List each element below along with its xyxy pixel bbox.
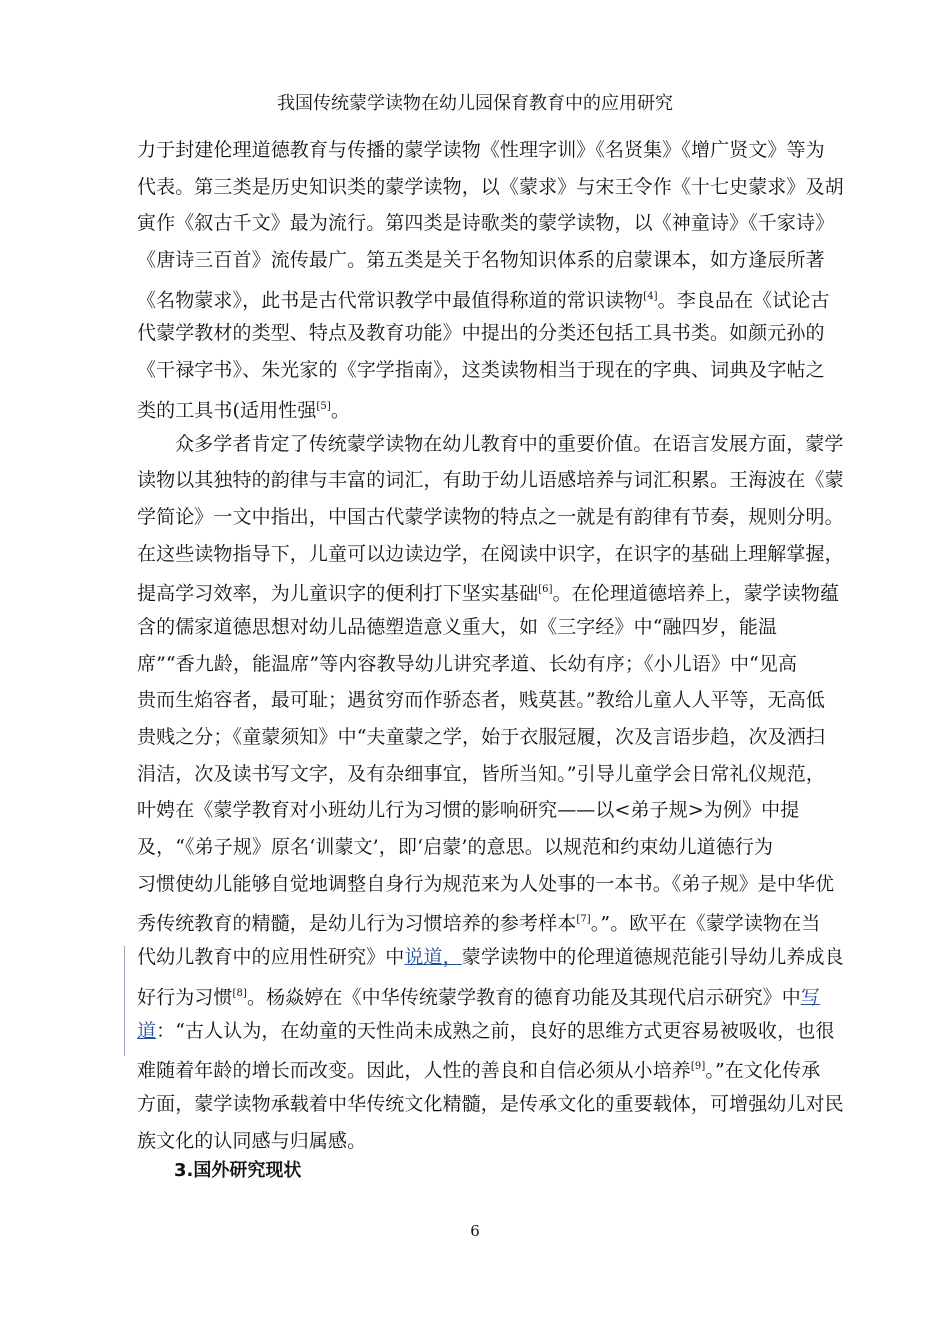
running-header: 我国传统蒙学读物在幼儿园保育教育中的应用研究 <box>277 93 673 114</box>
line-text: 贵而生焰容者，最可耻；遇贫穷而作骄态者，贱莫甚。”教给儿童人人平等，无高低 <box>137 689 825 712</box>
text-line <box>137 205 847 242</box>
line-text-tail: 。”在文化传承 <box>705 1059 821 1082</box>
text-line <box>137 682 847 719</box>
line-text: 《干禄字书》、朱光家的《字学指南》，这类读物相当于现在的字典、词典及字帖之 <box>137 359 825 382</box>
line-text: 及，“《弟子规》原名‘训蒙文’，即‘启蒙’的意思。以规范和约束幼儿道德行为 <box>137 836 774 859</box>
line-text: 在这些读物指导下，儿童可以边读边学，在阅读中识字，在识字的基础上理解掌握， <box>137 542 844 565</box>
line-text-tail: 。”。欧平在《蒙学读物在当 <box>590 912 821 935</box>
line-text: 代幼儿教育中的应用性研究》中 <box>137 946 405 969</box>
citation-marker: [5] <box>316 400 331 412</box>
section-heading: 3.国外研究现状 <box>174 1160 302 1181</box>
line-text: 席”“香九龄，能温席”等内容教导幼儿讲究孝道、长幼有序；《小儿语》中“见高 <box>137 652 798 675</box>
text-line <box>137 426 847 463</box>
line-text: 众多学者肯定了传统蒙学读物在幼儿教育中的重要价值。在语言发展方面，蒙学 <box>175 432 844 455</box>
text-line <box>137 1123 847 1160</box>
text-line <box>137 939 847 976</box>
line-text: 含的儒家道德思想对幼儿品德塑造意义重大，如《三字经》中“融四岁，能温 <box>137 615 778 638</box>
line-text: 提高学习效率，为儿童识字的便利打下坚实基础 <box>137 582 539 605</box>
revision-bar <box>124 946 125 1056</box>
line-text: 族文化的认同感与归属感。 <box>137 1129 367 1152</box>
text-line <box>137 756 847 793</box>
line-text: 难随着年龄的增长而改变。因此，人性的善良和自信必须从小培养 <box>137 1059 691 1082</box>
text-line <box>137 169 847 206</box>
citation-marker: [7] <box>576 914 591 926</box>
text-line <box>137 646 847 683</box>
line-text: 类的工具书(适用性强 <box>137 399 317 422</box>
line-text: 贵贱之分；《童蒙须知》中“夫童蒙之学，始于衣服冠履，次及言语步趋，次及洒扫 <box>137 726 825 748</box>
citation-marker: [6] <box>538 584 553 596</box>
line-text: 叶娉在《蒙学教育对小班幼儿行为习惯的影响研究——以<弟子规>为例》中提 <box>137 799 800 822</box>
text-line <box>137 572 847 609</box>
text-line <box>137 1013 847 1050</box>
text-line <box>137 829 847 866</box>
text-line <box>137 1049 847 1086</box>
text-line <box>137 462 847 499</box>
text-line <box>137 609 847 646</box>
text-line <box>137 389 847 426</box>
text-line <box>137 536 847 573</box>
line-text: 读物以其独特的韵律与丰富的词汇，有助于幼儿语感培养与词汇积累。王海波在《蒙 <box>137 469 844 492</box>
line-text-tail: 蒙学读物中的伦理道德规范能引导幼儿养成良 <box>461 946 844 969</box>
line-text: 《名物蒙求》，此书是古代常识教学中最值得称道的常识读物 <box>137 289 644 312</box>
line-text: 涓洁，次及读书写文字，及有杂细事宜，皆所当知。”引导儿童学会日常礼仪规范， <box>137 762 825 785</box>
citation-marker: [4] <box>643 290 658 302</box>
page-number: 6 <box>470 1222 480 1240</box>
line-text-tail: 。 <box>330 399 350 422</box>
text-line <box>137 499 847 536</box>
text-line <box>137 132 847 169</box>
body-text <box>137 132 847 1159</box>
line-text: 《唐诗三百首》流传最广。第五类是关于名物知识体系的启蒙课本，如方逢辰所著 <box>137 249 825 272</box>
citation-marker: [8] <box>232 987 247 999</box>
line-text-tail: 。李良品在《试论古 <box>657 289 830 312</box>
tracked-change-link[interactable]: 写 <box>800 986 820 1009</box>
line-text: 好行为习惯 <box>137 986 233 1009</box>
tracked-change-link[interactable]: 说道， <box>404 946 462 969</box>
line-text: 习惯使幼儿能够自觉地调整自身行为规范来为人处事的一本书。《弟子规》是中华优 <box>137 872 835 895</box>
text-line <box>137 279 847 316</box>
text-line <box>137 976 847 1013</box>
text-line <box>137 315 847 352</box>
citation-marker: [9] <box>690 1061 706 1073</box>
line-text: 代表。第三类是历史知识类的蒙学读物，以《蒙求》与宋王令作《十七史蒙求》及胡 <box>137 175 844 198</box>
text-line <box>137 242 847 279</box>
line-text: 方面，蒙学读物承载着中华传统文化精髓，是传承文化的重要载体，可增强幼儿对民 <box>137 1092 844 1115</box>
line-text: 寅作《叙古千文》最为流行。第四类是诗歌类的蒙学读物，以《神童诗》《千家诗》 <box>137 212 835 235</box>
line-text: 力于封建伦理道德教育与传播的蒙学读物《性理字训》《名贤集》《增广贤文》等为 <box>137 139 825 161</box>
text-line <box>137 1086 847 1123</box>
text-line <box>137 866 847 903</box>
tracked-change-link[interactable]: 道 <box>137 1019 157 1042</box>
text-line <box>137 719 847 756</box>
line-text-tail: 。杨焱婷在《中华传统蒙学教育的德育功能及其现代启示研究》中 <box>246 986 801 1009</box>
line-text-tail: ：“古人认为，在幼童的天性尚未成熟之前，良好的思维方式更容易被吸收，也很 <box>156 1019 835 1042</box>
line-text: 秀传统教育的精髓，是幼儿行为习惯培养的参考样本 <box>137 912 577 935</box>
line-text: 代蒙学教材的类型、特点及教育功能》中提出的分类还包括工具书类。如颜元孙的 <box>137 322 825 345</box>
line-text: 学简论》一文中指出，中国古代蒙学读物的特点之一就是有韵律有节奏，规则分明。 <box>137 505 844 528</box>
text-line <box>137 352 847 389</box>
line-text-tail: 。在伦理道德培养上，蒙学读物蕴 <box>552 582 840 605</box>
text-line <box>137 902 847 939</box>
text-line <box>137 792 847 829</box>
